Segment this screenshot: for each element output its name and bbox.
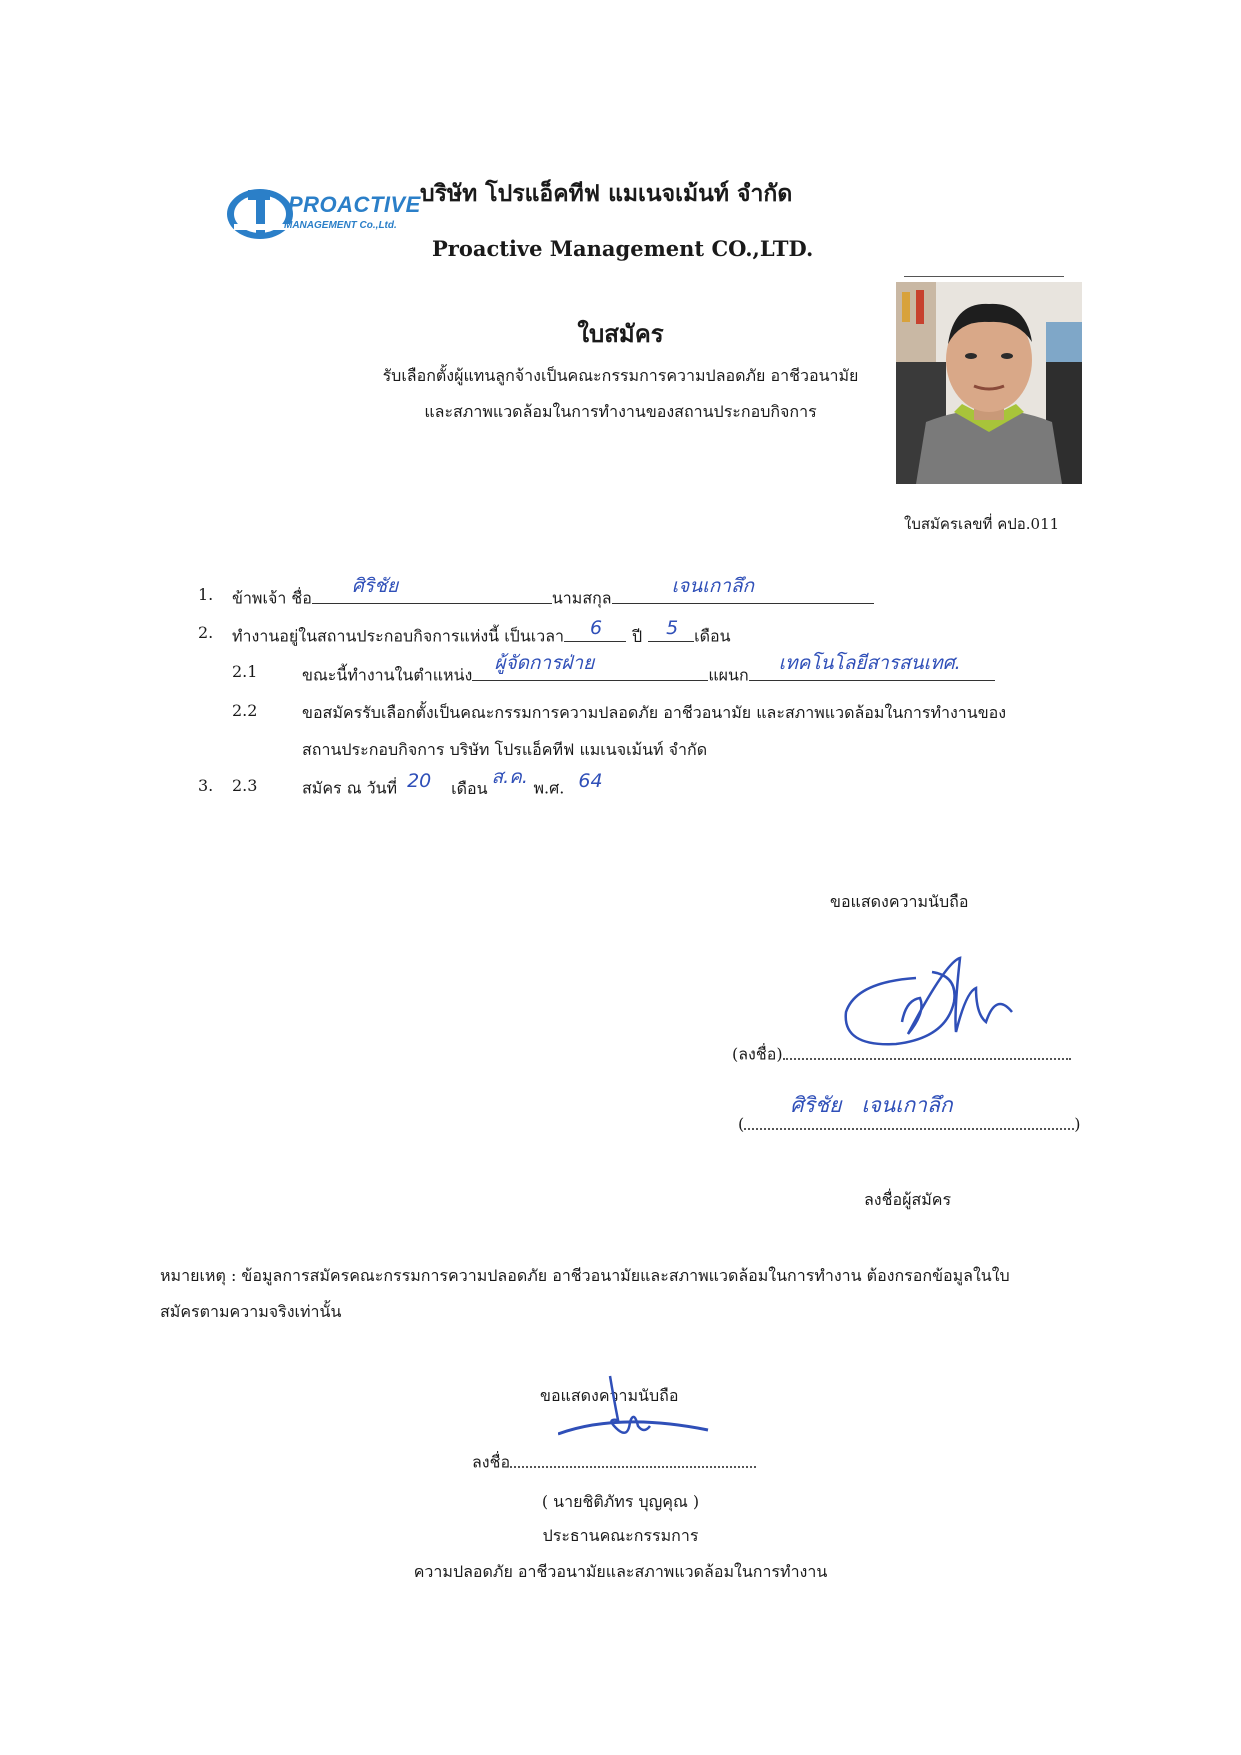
chair-sign-line	[510, 1448, 756, 1468]
chair-sign-row	[472, 1448, 756, 1476]
position-field[interactable]	[472, 651, 708, 681]
proactive-logo-icon	[226, 184, 296, 242]
years-value: 6	[590, 616, 603, 639]
chair-committee: ความปลอดภัย อาชีวอนามัยและสภาพแวดล้อมในการทำงาน	[413, 1562, 828, 1581]
signature-icon	[558, 1370, 728, 1460]
item-2-3-row	[302, 765, 604, 802]
note-line2: สมัครตามความจริงเท่านั้น	[160, 1302, 342, 1321]
item-2-2-number: 2.2	[232, 701, 258, 720]
tenure-label: ทำงานอยู่ในสถานประกอบกิจการแห่งนี้ เป็นเวลา	[232, 626, 564, 646]
department-label: แผนก	[708, 665, 749, 685]
month-label: เดือน	[451, 778, 488, 798]
name-field[interactable]	[312, 574, 552, 604]
item-2-number: 2.	[198, 623, 214, 642]
form-title: ใบสมัคร	[577, 319, 664, 348]
department-value: เทคโนโลยีสารสนเทศ.	[778, 651, 961, 674]
month-field[interactable]	[488, 765, 534, 794]
name-value: ศิริชัย	[351, 574, 399, 597]
person-photo-icon	[896, 282, 1082, 484]
applicant-photo	[896, 282, 1082, 484]
day-field[interactable]	[397, 769, 437, 794]
position-label: ขณะนี้ทำงานในตำแหน่ง	[302, 665, 473, 685]
surname-field[interactable]	[612, 574, 874, 604]
company-name-th: บริษัท โปรแอ็คทีฟ แมเนจเม้นท์ จำกัด	[420, 180, 793, 207]
form-subtitle-line2: และสภาพแวดล้อมในการทำงานของสถานประกอบกิจการ	[424, 402, 817, 421]
company-logo	[226, 184, 421, 244]
applicant-sign-label: (ลงชื่อ)	[732, 1044, 783, 1064]
item-2-2-line2: สถานประกอบกิจการ บริษัท โปรแอ็คทีฟ แมเนจเม้นท์ จำกัด	[302, 740, 708, 759]
months-value: 5	[666, 616, 679, 639]
applicant-printed-name: ศิริชัย เจนเกาลึก	[790, 1092, 953, 1117]
applicant-name-row	[738, 1092, 1081, 1134]
month-value: ส.ค.	[491, 765, 528, 788]
applicant-sign-line	[783, 1040, 1071, 1060]
applicant-caption: ลงชื่อผู้สมัคร	[864, 1190, 952, 1209]
surname-value: เจนเกาลึก	[671, 574, 755, 597]
application-number: ใบสมัครเลขที่ คปอ.011	[904, 515, 1060, 533]
applicant-regards: ขอแสดงความนับถือ	[830, 892, 969, 911]
surname-label: นามสกุล	[551, 588, 612, 608]
logo-wordmark: PROACTIVE	[288, 192, 421, 217]
day-label: สมัคร ณ วันที่	[302, 778, 398, 798]
item-2-row	[232, 616, 731, 650]
item-1-row	[232, 574, 874, 612]
year-field[interactable]	[564, 769, 604, 794]
chair-regards: ขอแสดงความนับถือ	[540, 1386, 679, 1405]
item-2-3-number: 2.3	[232, 776, 258, 795]
chair-name: ( นายชิติภัทร บุญคุณ )	[541, 1492, 700, 1511]
item-2-1-number: 2.1	[232, 662, 258, 681]
item-3-number: 3.	[198, 776, 214, 795]
item-1-number: 1.	[198, 585, 214, 604]
item-2-1-row	[302, 651, 995, 689]
chair-signature-mark	[558, 1370, 728, 1460]
years-field[interactable]	[564, 616, 626, 642]
item-2-2-line1: ขอสมัครรับเลือกตั้งเป็นคณะกรรมการความปลอดภัย อาชีวอนามัย และสภาพแวดล้อมในการทำงานของ	[302, 703, 1007, 722]
months-field[interactable]	[648, 616, 694, 642]
paren-open: (	[738, 1114, 745, 1134]
years-label: ปี	[632, 626, 643, 646]
months-label: เดือน	[694, 626, 731, 646]
year-label: พ.ศ.	[533, 778, 565, 798]
year-value: 64	[578, 769, 603, 792]
chair-sign-label: ลงชื่อ	[472, 1452, 511, 1472]
photo-top-rule	[904, 276, 1064, 277]
paren-close: )	[1074, 1114, 1081, 1134]
logo-subtext: MANAGEMENT Co.,Ltd.	[284, 220, 397, 231]
department-field[interactable]	[749, 651, 995, 681]
chair-title: ประธานคณะกรรมการ	[542, 1526, 699, 1545]
form-subtitle-line1: รับเลือกตั้งผู้แทนลูกจ้างเป็นคณะกรรมการความปลอดภัย อาชีวอนามัย	[382, 366, 859, 385]
applicant-sign-row	[732, 1040, 1071, 1068]
position-value: ผู้จัดการฝ่าย	[494, 651, 595, 674]
day-value: 20	[407, 769, 432, 792]
name-label: ข้าพเจ้า ชื่อ	[232, 588, 312, 608]
note-line1: หมายเหตุ : ข้อมูลการสมัครคณะกรรมการความปลอดภัย อาชีวอนามัยและสภาพแวดล้อมในการทำงาน ต้องกรอกข้อมูลในใบ	[160, 1266, 1010, 1285]
applicant-name-line	[744, 1092, 1074, 1130]
company-name-en: Proactive Management CO.,LTD.	[432, 236, 814, 261]
